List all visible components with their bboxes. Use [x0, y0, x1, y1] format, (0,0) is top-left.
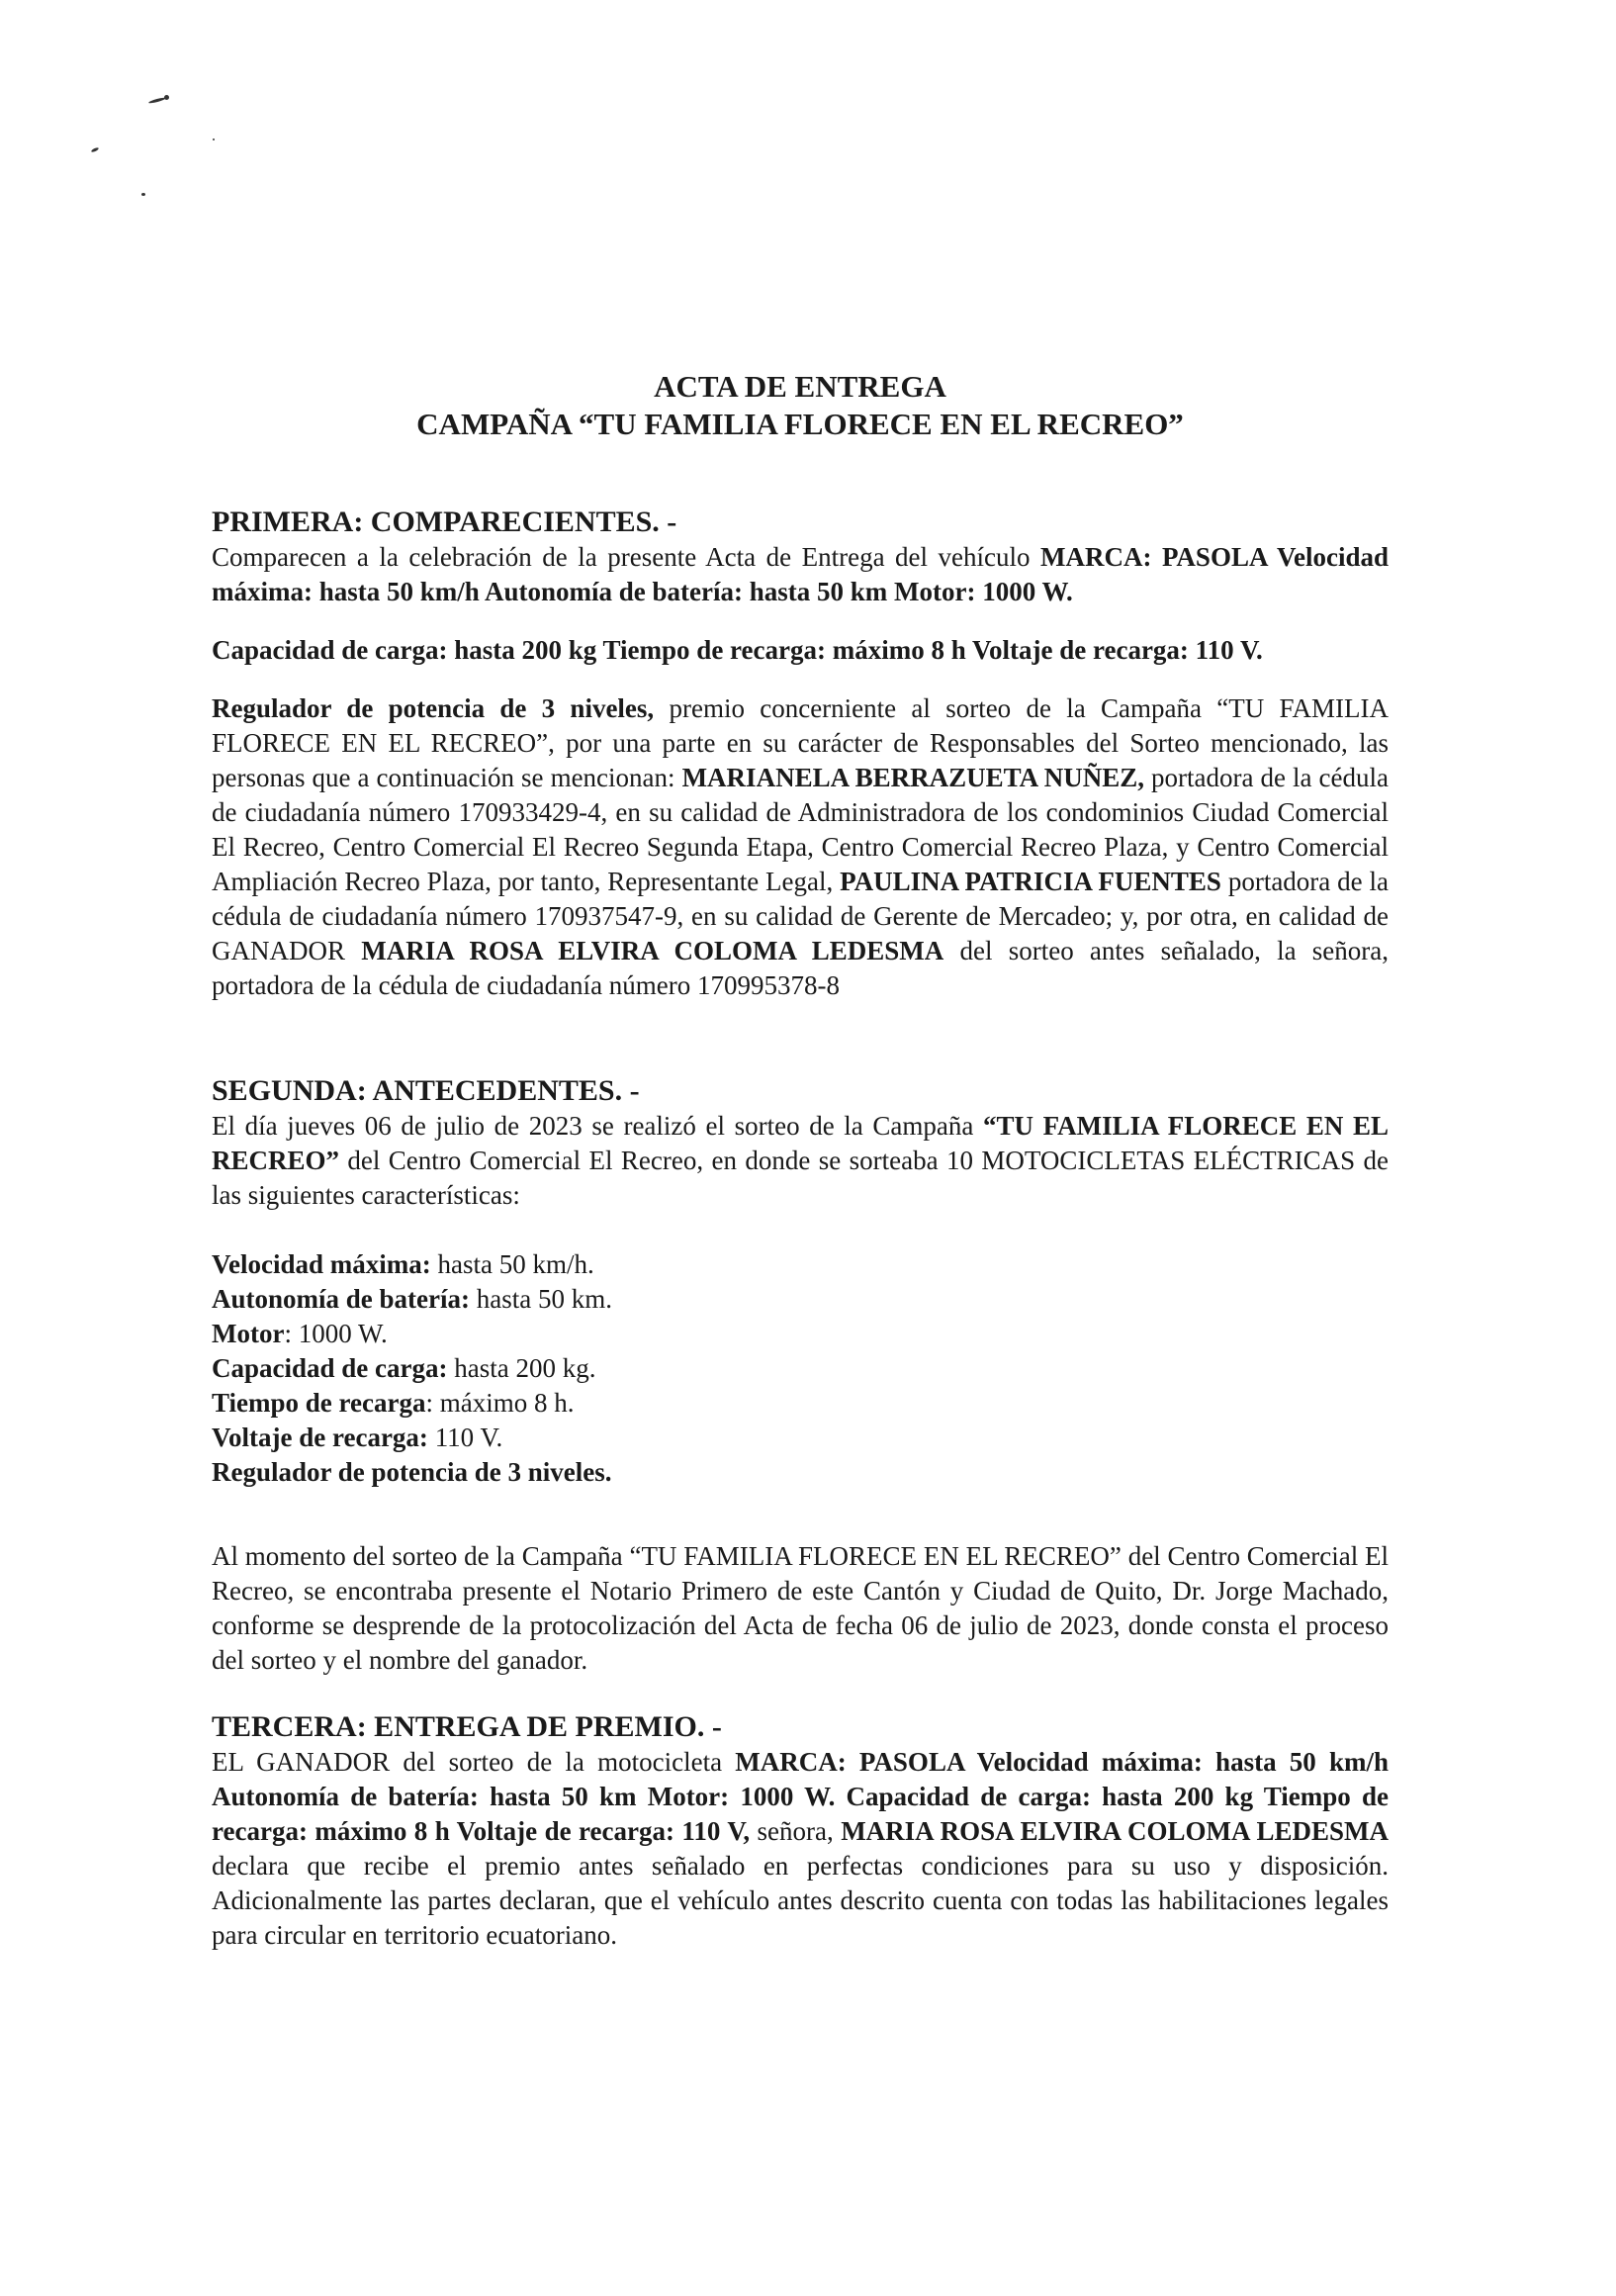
- bold-run: Capacidad de carga: hasta 200 kg Tiempo de recarga: máximo 8 h Voltaje de recarga: 110 V.: [212, 635, 1263, 665]
- paragraph: [212, 540, 1389, 609]
- bold-run: MARIANELA BERRAZUETA NUÑEZ,: [681, 763, 1144, 792]
- spec-value: hasta 50 km/h.: [430, 1249, 594, 1279]
- spec-label: Tiempo de recarga: [212, 1388, 426, 1418]
- title-line-1: ACTA DE ENTREGA: [654, 369, 946, 404]
- bold-run: MARCA: PASOLA Velocidad máxima: hasta 50 km/h Autonomía de batería: hasta 50 km Motor: 1000 W. Capacidad de carga: hasta 200 kg Tiempo de recarga: máximo 8 h Voltaje de recarga: 110 V,: [212, 1747, 1389, 1846]
- text-run: EL GANADOR del sorteo de la motocicleta: [212, 1747, 736, 1777]
- scan-speck: [213, 138, 215, 140]
- paragraph: Al momento del sorteo de la Campaña “TU FAMILIA FLORECE EN EL RECREO” del Centro Comercial El Recreo, se encontraba presente el Notario Primero de este Cantón y Ciudad de Quito, Dr. Jorge Machado, conforme se desprende de la protocolización del Acta de fecha 06 de julio de 2023, donde consta el proceso del sorteo y el nombre del ganador.: [212, 1541, 1389, 1675]
- spec-item: [212, 1317, 1389, 1351]
- text-run: del Centro Comercial El Recreo, en donde se sorteaba 10 MOTOCICLETAS ELÉCTRICAS de las siguientes características:: [212, 1146, 1389, 1210]
- scan-speck: [164, 95, 169, 100]
- text-run: Comparecen a la celebración de la presente Acta de Entrega del vehículo: [212, 542, 1040, 572]
- paragraph: [212, 633, 1389, 668]
- text-run: señora,: [750, 1816, 842, 1846]
- specs-list: [212, 1247, 1389, 1490]
- spec-label: Autonomía de batería:: [212, 1284, 470, 1314]
- bold-run: MARIA ROSA ELVIRA COLOMA LEDESMA: [841, 1816, 1390, 1846]
- section-heading: TERCERA: ENTREGA DE PREMIO. -: [212, 1710, 722, 1743]
- spec-value: hasta 200 kg.: [447, 1353, 596, 1383]
- spec-label: Capacidad de carga:: [212, 1353, 448, 1383]
- paragraph: [212, 691, 1389, 1003]
- text-run: portadora de la cédula de ciudadanía número 170937547-9, en su calidad de Gerente de Mercadeo; y, por otra, en calidad de GANADOR: [212, 867, 1389, 965]
- text-run: declara que recibe el premio antes señalado en perfectas condiciones para su uso y disposición. Adicionalmente las partes declaran, que el vehículo antes descrito cuenta con todas las habilitaciones legales para circular en territorio ecuatoriano.: [212, 1851, 1389, 1950]
- spec-label: Regulador de potencia de 3 niveles.: [212, 1457, 612, 1487]
- bold-run: PAULINA PATRICIA FUENTES: [840, 867, 1221, 896]
- spec-value: : máximo 8 h.: [425, 1388, 575, 1418]
- section-tercera: [212, 1709, 1389, 1953]
- spec-label: Velocidad máxima:: [212, 1249, 431, 1279]
- spec-item: [212, 1421, 1389, 1455]
- text-run: del sorteo antes señalado, la señora, portadora de la cédula de ciudadanía número 170995378-8: [212, 936, 1390, 1000]
- spec-label: Motor: [212, 1319, 285, 1348]
- section-heading: PRIMERA: COMPARECIENTES. -: [212, 505, 677, 538]
- scan-speck: [91, 146, 100, 152]
- document-title: [212, 368, 1389, 443]
- text-run: El día jueves 06 de julio de 2023 se realizó el sorteo de la Campaña: [212, 1111, 983, 1141]
- spec-value: 110 V.: [427, 1423, 503, 1452]
- title-line-2: CAMPAÑA “TU FAMILIA FLORECE EN EL RECREO”: [416, 407, 1184, 441]
- text-run: premio concerniente al sorteo de la Campaña “TU FAMILIA FLORECE EN EL RECREO”, por una parte en su carácter de Responsables del Sorteo mencionado, las personas que a continuación se mencionan:: [212, 693, 1390, 792]
- paragraph: [212, 1109, 1389, 1213]
- scan-speck: [141, 193, 145, 196]
- spec-item: [212, 1386, 1389, 1421]
- text-run: portadora de la cédula de ciudadanía número 170933429-4, en su calidad de Administradora de los condominios Ciudad Comercial El Recreo, Centro Comercial El Recreo Segunda Etapa, Centro Comercial Recreo Plaza, y Centro Comercial Ampliación Recreo Plaza, por tanto, Representante Legal,: [212, 763, 1390, 896]
- section-heading: SEGUNDA: ANTECEDENTES. -: [212, 1074, 640, 1107]
- spec-item: [212, 1282, 1389, 1317]
- spec-value: hasta 50 km.: [469, 1284, 612, 1314]
- bold-run: MARCA: PASOLA Velocidad máxima: hasta 50 km/h Autonomía de batería: hasta 50 km Motor: 1000 W.: [212, 542, 1389, 606]
- spec-item: [212, 1247, 1389, 1282]
- spec-item: [212, 1455, 1389, 1490]
- spec-label: Voltaje de recarga:: [212, 1423, 428, 1452]
- section-primera: [212, 505, 1389, 1003]
- paragraph: [212, 1745, 1389, 1953]
- spec-value: : 1000 W.: [284, 1319, 388, 1348]
- bold-run: MARIA ROSA ELVIRA COLOMA LEDESMA: [361, 936, 944, 965]
- spec-item: [212, 1351, 1389, 1386]
- bold-run: Regulador de potencia de 3 niveles,: [212, 693, 655, 723]
- section-segunda: [212, 1073, 1389, 1678]
- bold-run: “TU FAMILIA FLORECE EN EL RECREO”: [212, 1111, 1389, 1175]
